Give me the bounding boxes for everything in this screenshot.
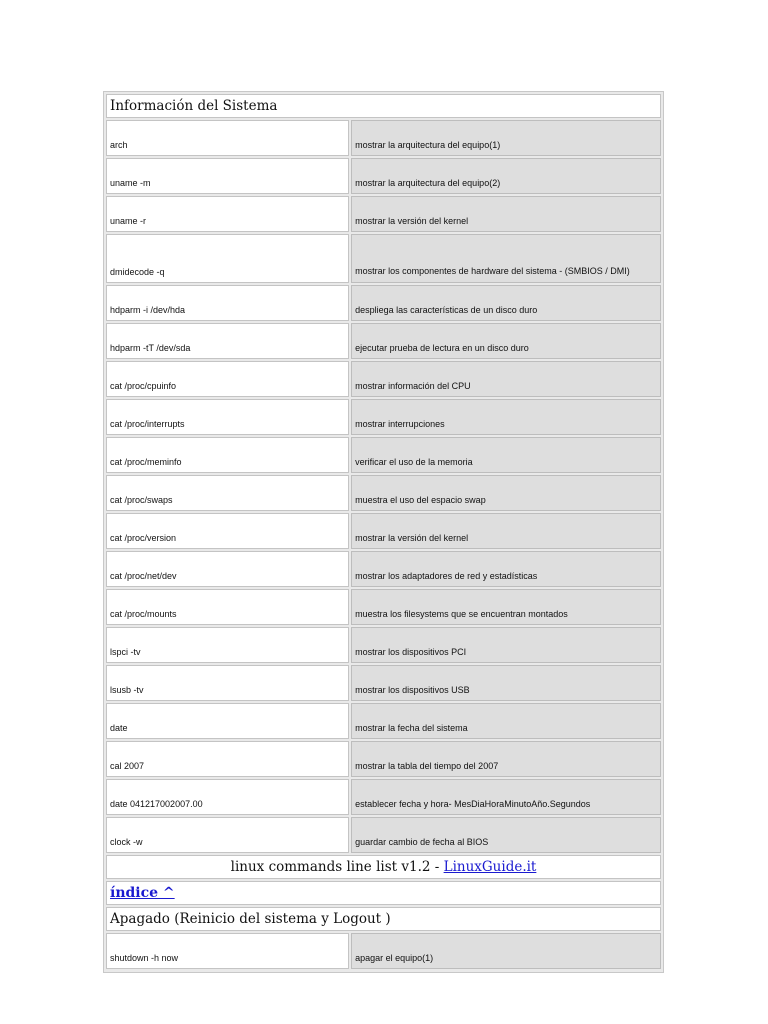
command-cell: lspci -tv [106, 627, 349, 663]
description-cell: mostrar información del CPU [351, 361, 661, 397]
description-cell: mostrar los dispositivos PCI [351, 627, 661, 663]
command-cell: cat /proc/meminfo [106, 437, 349, 473]
command-cell: arch [106, 120, 349, 156]
description-cell: mostrar los componentes de hardware del sistema - (SMBIOS / DMI) [351, 234, 661, 283]
description-cell: apagar el equipo(1) [351, 933, 661, 969]
commands-table [103, 91, 664, 973]
command-cell: hdparm -tT /dev/sda [106, 323, 349, 359]
command-cell: shutdown -h now [106, 933, 349, 969]
description-cell: verificar el uso de la memoria [351, 437, 661, 473]
command-cell: cat /proc/swaps [106, 475, 349, 511]
description-cell: mostrar la arquitectura del equipo(2) [351, 158, 661, 194]
command-cell: dmidecode -q [106, 234, 349, 283]
description-cell: establecer fecha y hora- MesDiaHoraMinutoAño.Segundos [351, 779, 661, 815]
command-cell: cal 2007 [106, 741, 349, 777]
command-cell: cat /proc/version [106, 513, 349, 549]
table-row [106, 627, 661, 663]
table-row [106, 361, 661, 397]
command-cell: cat /proc/cpuinfo [106, 361, 349, 397]
table-row [106, 779, 661, 815]
section-header-shutdown [106, 907, 661, 931]
footer-text: linux commands line list v1.2 - [230, 859, 444, 875]
command-cell: cat /proc/mounts [106, 589, 349, 625]
command-cell: clock -w [106, 817, 349, 853]
table-row [106, 158, 661, 194]
description-cell: mostrar la arquitectura del equipo(1) [351, 120, 661, 156]
command-cell: hdparm -i /dev/hda [106, 285, 349, 321]
section-system-info-rows [104, 120, 663, 853]
table-row [106, 399, 661, 435]
description-cell: mostrar los adaptadores de red y estadísticas [351, 551, 661, 587]
index-row [106, 881, 661, 905]
table-row [106, 475, 661, 511]
table-row [106, 589, 661, 625]
footer-credit-row [106, 855, 661, 879]
section-title: Apagado (Reinicio del sistema y Logout ) [110, 911, 391, 927]
command-cell: uname -m [106, 158, 349, 194]
table-row [106, 120, 661, 156]
linuxguide-link[interactable]: LinuxGuide.it [443, 859, 537, 875]
table-row [106, 933, 661, 969]
index-link[interactable]: índice ^ [110, 885, 175, 901]
description-cell: mostrar los dispositivos USB [351, 665, 661, 701]
description-cell: mostrar la versión del kernel [351, 513, 661, 549]
table-row [106, 323, 661, 359]
description-cell: guardar cambio de fecha al BIOS [351, 817, 661, 853]
description-cell: muestra el uso del espacio swap [351, 475, 661, 511]
description-cell: mostrar la versión del kernel [351, 196, 661, 232]
description-cell: muestra los filesystems que se encuentran montados [351, 589, 661, 625]
table-row [106, 234, 661, 283]
command-cell: date 041217002007.00 [106, 779, 349, 815]
command-cell: lsusb -tv [106, 665, 349, 701]
section-title: Información del Sistema [110, 98, 278, 114]
table-row [106, 196, 661, 232]
table-row [106, 285, 661, 321]
description-cell: mostrar interrupciones [351, 399, 661, 435]
section-shutdown-rows [104, 933, 663, 969]
description-cell: mostrar la fecha del sistema [351, 703, 661, 739]
section-header-system-info [106, 94, 661, 118]
table-row [106, 513, 661, 549]
table-row [106, 703, 661, 739]
command-cell: cat /proc/interrupts [106, 399, 349, 435]
command-cell: date [106, 703, 349, 739]
command-cell: cat /proc/net/dev [106, 551, 349, 587]
table-row [106, 741, 661, 777]
description-cell: mostrar la tabla del tiempo del 2007 [351, 741, 661, 777]
command-cell: uname -r [106, 196, 349, 232]
table-row [106, 551, 661, 587]
table-row [106, 817, 661, 853]
description-cell: despliega las características de un disco duro [351, 285, 661, 321]
table-row [106, 665, 661, 701]
table-row [106, 437, 661, 473]
description-cell: ejecutar prueba de lectura en un disco duro [351, 323, 661, 359]
